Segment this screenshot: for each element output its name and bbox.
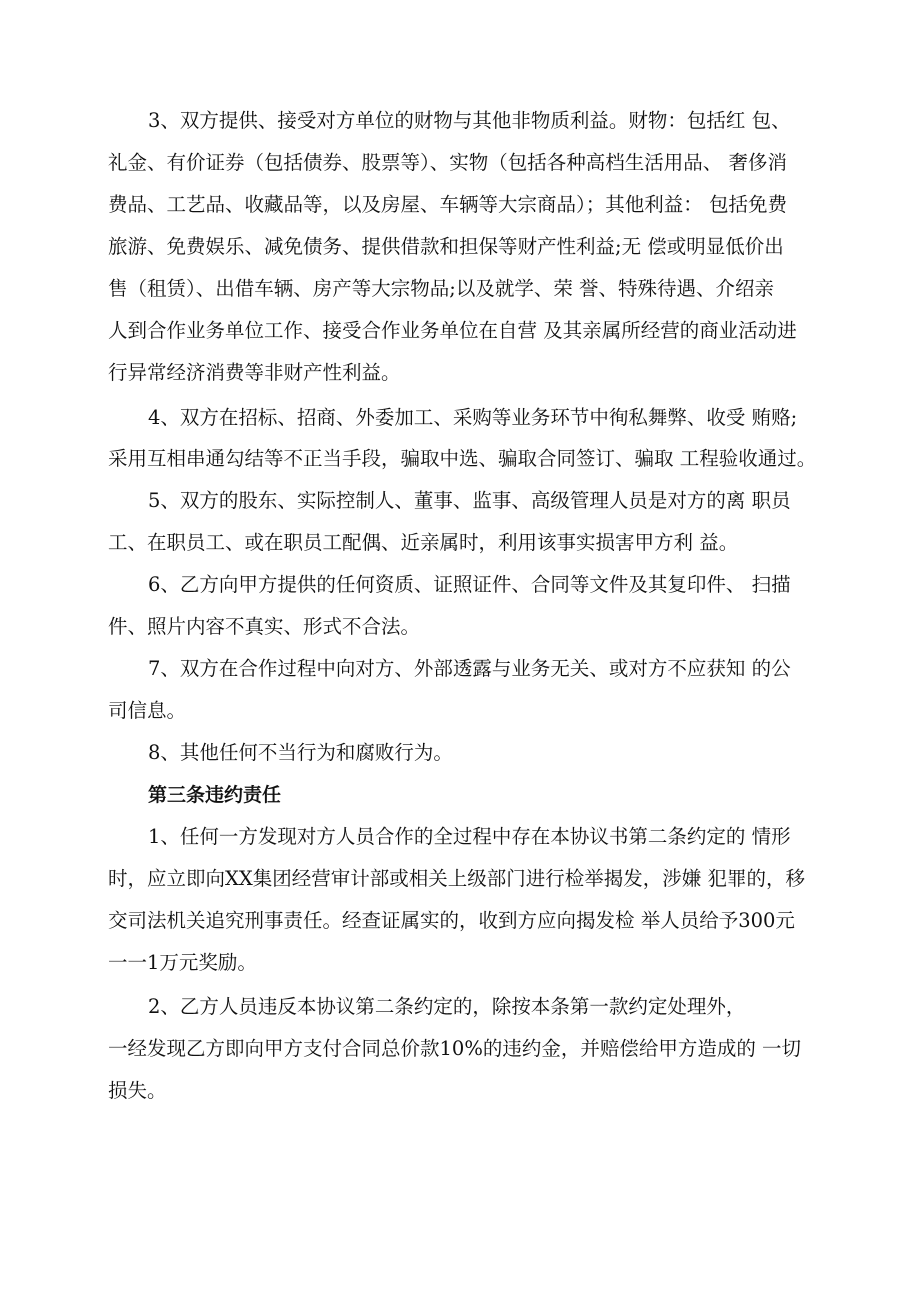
clause-3-line-7: 行异常经济消费等非财产性利益。	[108, 361, 401, 384]
clause-6-line-1: 6、乙方向甲方提供的任何资质、证照证件、合同等文件及其复印件、 扫描	[148, 573, 791, 596]
clause-3-line-5: 售（租赁）、出借车辆、房产等大宗物品;以及就学、荣 誉、特殊待遇、介绍亲	[108, 277, 775, 300]
article-3-item-1-line-4: 一一1万元奖励。	[108, 951, 257, 974]
clause-4-line-2: 采用互相串通勾结等不正当手段，骗取中选、骗取合同签订、骗取 工程验收通过。	[108, 447, 817, 470]
article-3-item-1-line-3: 交司法机关追究刑事责任。经查证属实的，收到方应向揭发检 举人员给予300元	[108, 909, 795, 932]
clause-3-line-3: 费品、工艺品、收藏品等，以及房屋、车辆等大宗商品）；其他利益： 包括免费	[108, 193, 787, 216]
clause-6-line-2: 件、照片内容不真实、形式不合法。	[108, 615, 421, 638]
article-3-item-2-line-3: 损失。	[108, 1079, 167, 1102]
clause-3-line-1: 3、双方提供、接受对方单位的财物与其他非物质利益。财物：包括红 包、	[148, 109, 791, 132]
clause-4-line-1: 4、双方在招标、招商、外委加工、采购等业务环节中徇私舞弊、收受 贿赂;	[148, 406, 798, 429]
clause-8-line-1: 8、其他任何不当行为和腐败行为。	[148, 741, 453, 764]
clause-5-line-1: 5、双方的股东、实际控制人、董事、监事、高级管理人员是对方的离 职员	[148, 489, 791, 512]
section-heading-article-3: 第三条违约责任	[148, 784, 282, 806]
article-3-item-2-line-1: 2、乙方人员违反本协议第二条约定的，除按本条第一款约定处理外，	[148, 995, 746, 1018]
clause-7-line-1: 7、双方在合作过程中向对方、外部透露与业务无关、或对方不应获知 的公	[148, 657, 791, 680]
clause-3-line-4: 旅游、免费娱乐、减免债务、提供借款和担保等财产性利益;无 偿或明显低价出	[108, 235, 784, 258]
clause-7-line-2: 司信息。	[108, 699, 187, 722]
article-3-item-2-line-2: 一经发现乙方即向甲方支付合同总价款10%的违约金，并赔偿给甲方造成的 一切	[108, 1037, 802, 1060]
article-3-item-1-line-1: 1、任何一方发现对方人员合作的全过程中存在本协议书第二条约定的 情形	[148, 825, 791, 848]
clause-3-line-2: 礼金、有价证券（包括债券、股票等）、实物（包括各种高档生活用品、 奢侈消	[108, 151, 787, 174]
clause-5-line-2: 工、在职员工、或在职员工配偶、近亲属时，利用该事实损害甲方利 益。	[108, 531, 739, 554]
clause-3-line-6: 人到合作业务单位工作、接受合作业务单位在自营 及其亲属所经营的商业活动进	[108, 319, 797, 342]
article-3-item-1-line-2: 时，应立即向XX集团经营审计部或相关上级部门进行检举揭发，涉嫌 犯罪的，移	[108, 867, 805, 890]
